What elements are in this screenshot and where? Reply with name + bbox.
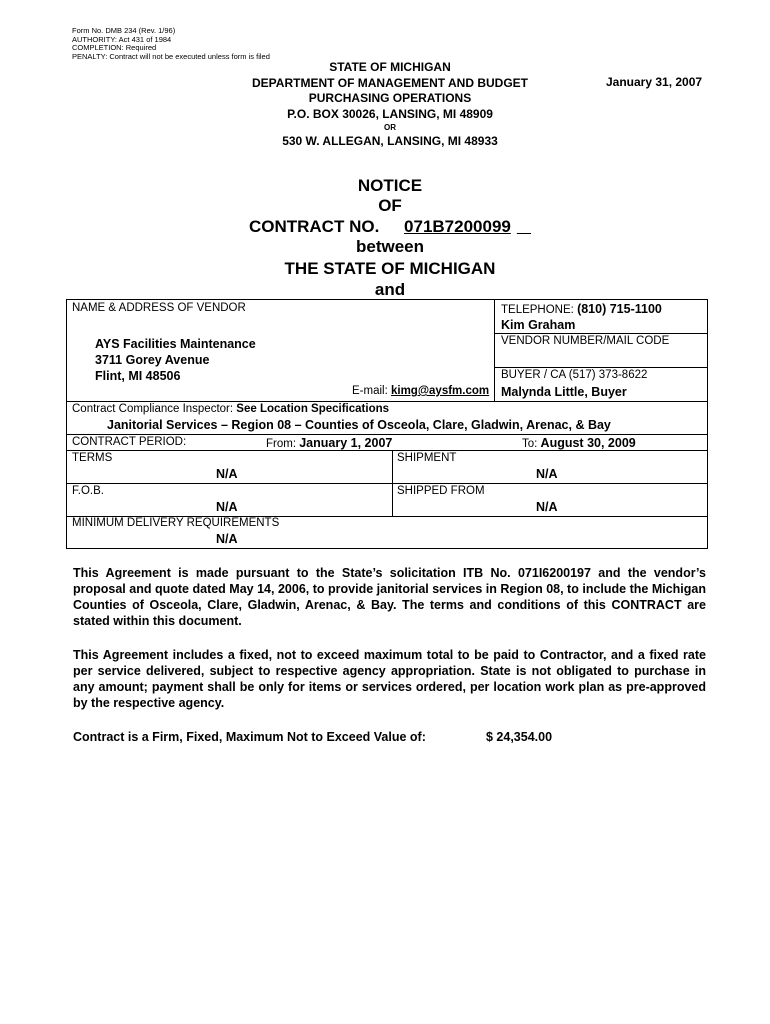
to-label: To: (522, 438, 538, 450)
fob-value: N/A (216, 500, 238, 514)
title-between: between (355, 237, 425, 256)
contract-label: CONTRACT NO. (248, 217, 380, 236)
agency-department: DEPARTMENT OF MANAGEMENT AND BUDGET (252, 75, 528, 90)
contract-number: 071B7200099 (404, 217, 511, 236)
period-label: CONTRACT PERIOD: (72, 436, 187, 448)
shipped-from-value: N/A (536, 500, 558, 514)
agreement-paragraph-2: This Agreement includes a fixed, not to exceed maximum total to be paid to Contractor, and a fixed rate per service delivered, subject to respective agency appropriation. State is not obligated to purchase in any amount; payment shall be only for items or services ordered, per location work plan as pre-approved by the respective agency. (73, 648, 706, 710)
contract-description: Janitorial Services – Region 08 – Counties of Osceola, Clare, Gladwin, Arenac, & Bay (107, 418, 611, 432)
form-authority: AUTHORITY: Act 431 of 1984 (72, 34, 172, 44)
fob-label: F.O.B. (72, 485, 104, 497)
agency-street: 530 W. ALLEGAN, LANSING, MI 48933 (282, 134, 498, 148)
period-from: January 1, 2007 (299, 436, 393, 450)
vendor-contact: Kim Graham (501, 318, 576, 332)
from-label: From: (266, 438, 297, 450)
min-delivery-value: N/A (216, 532, 238, 546)
telephone-label: TELEPHONE: (501, 304, 574, 316)
shipment-value: N/A (536, 467, 558, 481)
period-from-line (266, 436, 392, 450)
notice-date: January 31, 2007 (606, 75, 703, 89)
title-state: THE STATE OF MICHIGAN (284, 259, 496, 278)
vendor-email-link[interactable]: kimg@aysfm.com (390, 385, 490, 397)
form-penalty: PENALTY: Contract will not be executed unless form is filed (72, 51, 270, 61)
email-label: E-mail: (352, 385, 388, 397)
agency-division: PURCHASING OPERATIONS (308, 91, 472, 105)
shipment-label: SHIPMENT (397, 452, 457, 464)
form-header (72, 27, 270, 61)
vendor-telephone: (810) 715-1100 (577, 302, 662, 316)
title-contract-line (190, 217, 590, 237)
compliance-label: Contract Compliance Inspector: (72, 403, 234, 415)
agency-header (190, 60, 590, 150)
shipped-from-label: SHIPPED FROM (397, 485, 485, 497)
compliance-value: See Location Specifications (236, 403, 390, 415)
buyer-label: BUYER / CA (517) 373-8622 (501, 369, 648, 381)
contract-value-amount: $ 24,354.00 (486, 730, 553, 744)
contract-value-label: Contract is a Firm, Fixed, Maximum Not to Exceed Value of: (73, 730, 426, 744)
vendor-name-address-label: NAME & ADDRESS OF VENDOR (72, 302, 246, 314)
vendor-number-label: VENDOR NUMBER/MAIL CODE (501, 335, 670, 347)
title-and: and (374, 280, 406, 299)
telephone-line (501, 302, 662, 316)
title-of: OF (378, 196, 402, 215)
period-to-line (522, 436, 636, 450)
min-delivery-label: MINIMUM DELIVERY REQUIREMENTS (72, 517, 280, 529)
agency-or: OR (384, 123, 396, 132)
form-number: Form No. DMB 234 (Rev. 1/96) (72, 26, 176, 35)
vendor-email-line (352, 385, 489, 397)
period-to: August 30, 2009 (540, 436, 636, 450)
agreement-paragraph-1: This Agreement is made pursuant to the State’s solicitation ITB No. 071I6200197 and the vendor’s proposal and quote dated May 14, 2006, to provide janitorial services in Region 08, to include the Michigan Counties of Osceola, Clare, Gladwin, Arenac, & Bay. The terms and conditions of this CONTRACT are stated within this document. (73, 566, 706, 628)
terms-label: TERMS (72, 452, 113, 464)
compliance-line (72, 403, 389, 415)
vendor-address (95, 336, 256, 384)
form-completion: COMPLETION: Required (72, 43, 157, 52)
title-notice: NOTICE (357, 176, 423, 195)
vendor-name: AYS Facilities Maintenance (95, 337, 256, 351)
buyer-name: Malynda Little, Buyer (501, 385, 627, 399)
vendor-city: Flint, MI 48506 (95, 369, 181, 383)
agency-state: STATE OF MICHIGAN (329, 60, 451, 74)
vendor-street: 3711 Gorey Avenue (95, 353, 210, 367)
terms-value: N/A (216, 467, 238, 481)
agency-po-box: P.O. BOX 30026, LANSING, MI 48909 (287, 106, 493, 121)
